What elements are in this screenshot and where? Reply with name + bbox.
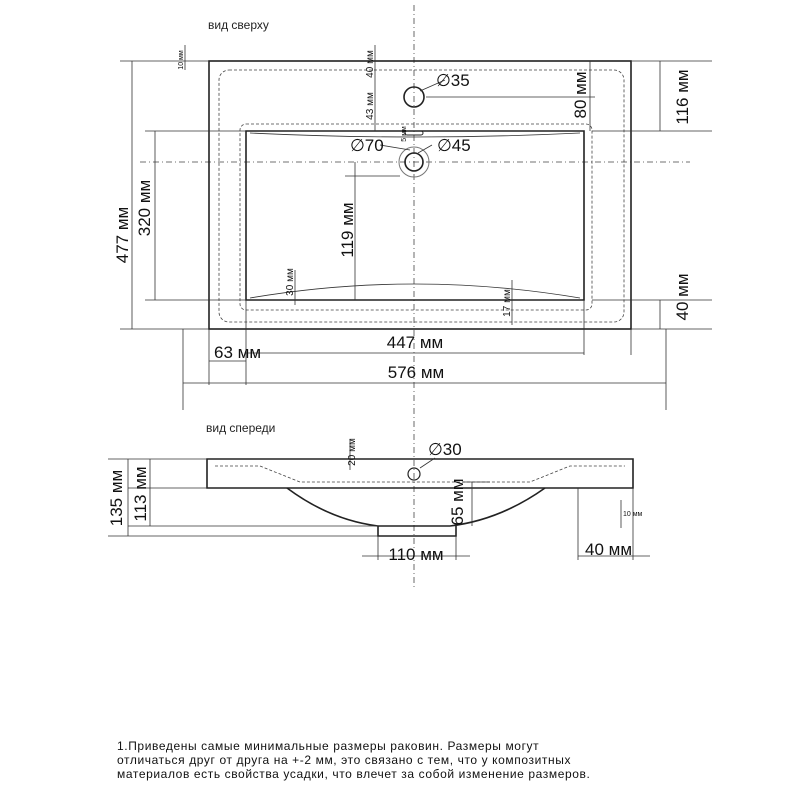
footnote-line-2: отличаться друг от друга на +-2 мм, это связано с тем, что у композитных	[117, 753, 572, 767]
dim-drain-offset: 119 мм	[338, 202, 357, 258]
dim-tap-hole: ∅35	[436, 71, 470, 90]
dim-back-rim: 116 мм	[673, 69, 692, 125]
top-view	[113, 45, 712, 410]
dim-total-height: 477 мм	[113, 206, 132, 264]
front-bowl-outline	[287, 488, 545, 526]
dim-front-small-10: 10 мм	[623, 511, 643, 518]
footnote-line-1: 1.Приведены самые минимальные размеры раковин. Размеры могут	[117, 739, 540, 753]
sink-outline	[209, 61, 631, 329]
front-view	[107, 438, 650, 564]
drain-neck	[378, 526, 456, 536]
dim-small-30: 30 мм	[285, 268, 296, 296]
dim-small-5: 5 мм	[401, 126, 408, 142]
dim-overflow-hole: ∅30	[428, 440, 462, 459]
dim-small-40: 40 мм	[365, 50, 376, 78]
dim-tap-offset: 80 мм	[571, 71, 590, 119]
front-view-label: вид спереди	[206, 421, 276, 435]
bowl-inner-outline	[246, 131, 584, 300]
top-view-label: вид сверху	[208, 18, 269, 32]
dim-front-edge: 40 мм	[585, 540, 633, 559]
dim-small-43: 43 мм	[365, 92, 376, 120]
dim-bowl-width: 447 мм	[386, 333, 444, 352]
dim-side-rim: 63 мм	[214, 343, 262, 362]
footnote	[117, 739, 757, 781]
dim-bowl-height: 320 мм	[135, 179, 154, 237]
dim-front-rim: 40 мм	[673, 273, 692, 321]
dim-drain-hole: ∅45	[437, 136, 471, 155]
dim-small-10: 10 мм	[178, 50, 185, 70]
dim-drain-outer: ∅70	[350, 136, 384, 155]
dim-total-width: 576 мм	[387, 363, 445, 382]
dim-front-small-20: 20 мм	[347, 438, 358, 466]
footnote-line-3: материалов есть свойства усадки, что влечет за собой изменение размеров.	[117, 767, 591, 781]
dim-bowl-depth: 65 мм	[448, 478, 467, 526]
dim-front-total-height: 135 мм	[107, 469, 126, 527]
front-slope-curve	[250, 284, 580, 298]
dim-small-17: 17 мм	[502, 289, 513, 317]
dim-front-body-height: 113 мм	[131, 466, 150, 522]
dim-drain-width: 110 мм	[388, 545, 444, 564]
